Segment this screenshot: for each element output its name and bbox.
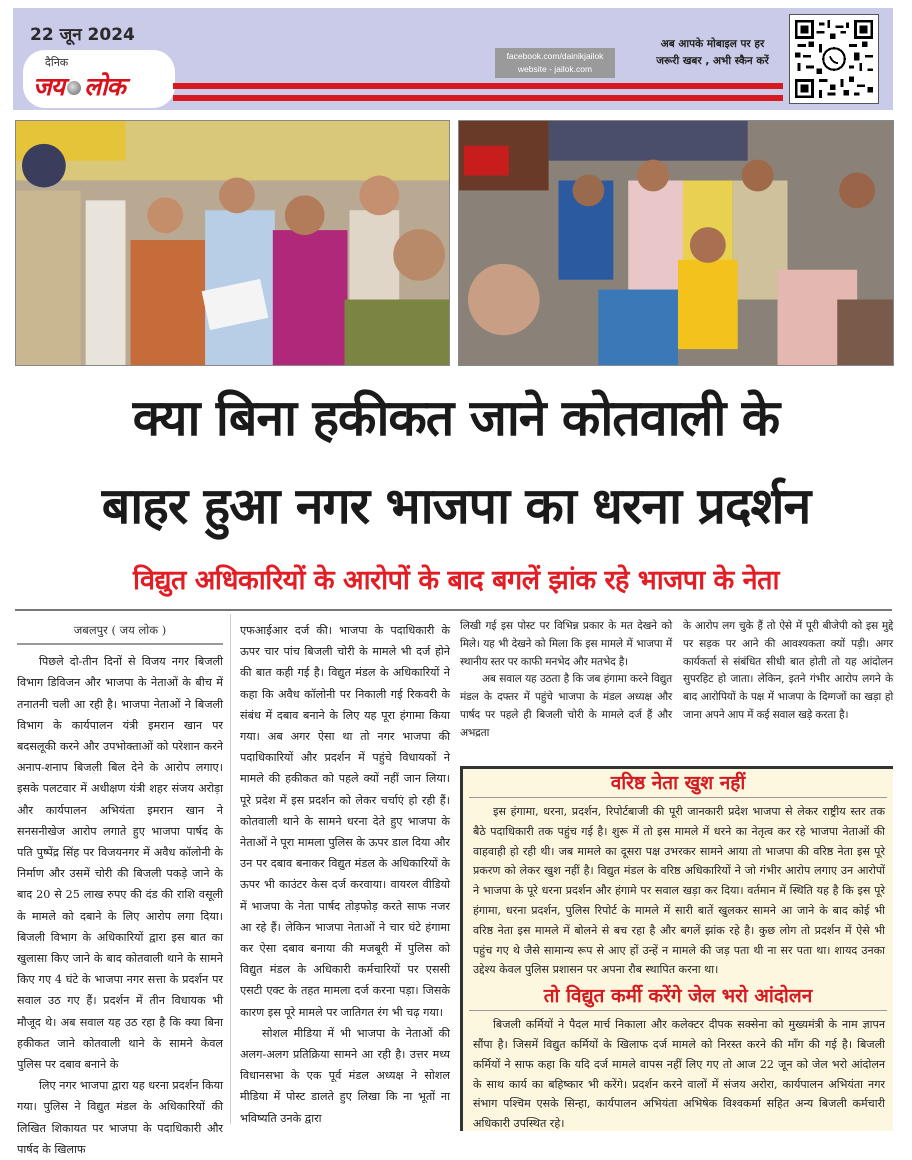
facebook-link[interactable]: facebook.com/dainikjailok (506, 51, 604, 61)
whatsapp-qr-code-icon[interactable] (789, 14, 879, 104)
logo-word-lok: लोक (84, 72, 125, 101)
subheadline: विद्युत अधिकारियों के आरोपों के बाद बगलें झांक रहे भाजपा के नेता (132, 565, 779, 596)
memorandum-handover-photo (15, 120, 450, 366)
box-heading-jail-bharo: तो विद्युत कर्मी करेंगे जेल भरो आंदोलन (469, 982, 887, 1011)
article-column-1 (17, 620, 223, 1160)
logo-tagline: दैनिक (45, 56, 69, 69)
article-paragraph: एफआईआर दर्ज की। भाजपा के पदाधिकारी के ऊपर चार पांच बिजली चोरी के मामले भी दर्ज होने की बात कही गई है। विद्युत मंडल के अधिकारियों ने कहा कि अवैध कॉलोनी पर निकाली गई रिकवरी के संबंध में दबाव बनाने के लिए यह पूरा हंगामा किया गया। अब अगर ऐसा था तो नगर भाजपा की पदाधिकारियों और प्रदर्शन में पहुंचे विधायकों ने मामले की हकीकत को पहले क्यों नहीं जान लिया। पूरे प्रदेश में इस प्रदर्शन को लेकर चर्चाएं हो रही हैं। कोतवाली थाने के सामने धरना देते हुए भाजपा के नेताओं ने पूरा मामला पुलिस के ऊपर डाल दिया और उन पर दबाव बनाकर विद्युत मंडल के अधिकारियों के ऊपर भी काउंटर केस दर्ज करवाया। वायरल वीडियो में भाजपा के नेता पार्षद तोड़फोड़ करते साफ नजर आ रहे हैं। लेकिन भाजपा नेताओं ने चार घंटे हंगामा कर ऐसा दबाव बनाया की मजबूरी में पुलिस को विद्युत मंडल के अधिकारी कर्मचारियों पर एससी एसटी एक्ट के तहत मामला दर्ज करना पड़ा। जिसके कारण इस पूरे मामले पर जातिगत रंग भी चढ़ गया। (240, 624, 450, 1019)
column-divider (230, 614, 231, 1124)
article-paragraph: सोशल मीडिया में भी भाजपा के नेताओं की अलग-अलग प्रतिक्रिया सामने आ रही है। उत्तर मध्य विधानसभा के एक पूर्व मंडल अध्यक्ष ने सोशल मीडिया में पोस्ट डालते हुए लिखा कि ना भूतों ना भविष्यति उनके द्वारा (240, 1026, 450, 1125)
issue-date: 22 जून 2024 (30, 25, 135, 45)
scan-prompt-line2: जरूरी खबर , अभी स्कैन करें (656, 55, 769, 67)
scan-prompt (630, 36, 795, 70)
article-paragraph: के आरोप लग चुके हैं तो ऐसे में पूरी बीजेपी को इस मुद्दे पर सड़क पर आने की आवश्यकता क्यों पड़ी। अगर कार्यकर्ता से संबंधित सीधी बात होती तो यह आंदोलन सुपरहिट हो जाता। लेकिन, इतने गंभीर आरोप लगने के बाद आरोपियों के पक्ष में भाजपा के दिग्गजों का खड़ा हो जाना अपने आप में कई सवाल खड़े करता है। (683, 620, 893, 721)
article-paragraph: लिखी गई इस पोस्ट पर विभिन्न प्रकार के मत देखने को मिले। यह भी देखने को मिला कि इस मामले में भाजपा में स्थानीय स्तर पर काफी मनभेद और मतभेद है। (460, 620, 672, 668)
masthead-red-stripe (173, 83, 783, 89)
social-links (495, 48, 615, 78)
article-paragraph: लिए नगर भाजपा द्वारा यह धरना प्रदर्शन किया गया। पुलिस ने विद्युत मंडल के अधिकारियों की लिखित शिकायत पर भाजपा के पदाधिकारी और पार्षद के खिलाफ (17, 1079, 223, 1156)
sidebar-box (460, 766, 893, 1131)
scan-prompt-line1: अब आपके मोबाइल पर हर (660, 38, 765, 50)
box-paragraph: बिजली कर्मियों ने पैदल मार्च निकाला और कलेक्टर दीपक सक्सेना को मुख्यमंत्री के नाम ज्ञापन सौंपा है। जिसमें विद्युत कर्मियों के खिलाफ दर्ज मामले को निरस्त करने की माँग की गई है। बिजली कर्मियों ने साफ कहा कि यदि दर्ज मामले वापस नहीं लिए गए तो आज 22 जून को जेल भरो आंदोलन के साथ कार्य का बहिष्कार भी करेंगे। प्रदर्शन करने वालों में संजय अरोरा, कार्यपालन अभियंता नगर संभाग पश्चिम एसके सिन्हा, कार्यपालन अभियंता अभिषेक विश्वकर्मा सहित अन्य बिजली कर्मचारी अधिकारी उपस्थित रहे। (473, 1018, 885, 1131)
masthead-red-stripe (173, 95, 783, 101)
box-heading-senior-leaders: वरिष्ठ नेता खुश नहीं (469, 769, 887, 798)
article-column-4 (683, 618, 893, 725)
newspaper-logo[interactable] (23, 50, 175, 108)
logo-wordmark (33, 69, 125, 103)
dateline: जबलपुर ( जय लोक ) (17, 620, 223, 645)
logo-emblem-icon (67, 81, 81, 95)
article-column-3 (460, 618, 672, 743)
divider (15, 609, 892, 611)
article-column-2 (240, 620, 450, 1129)
website-link[interactable]: website - jailok.com (517, 64, 593, 74)
article-paragraph: अब सवाल यह उठता है कि जब हंगामा करने विद्युत मंडल के दफ्तर में पहुंचे भाजपा के मंडल अध्यक्ष और पार्षद पर पहले ही बिजली चोरी के मामले दर्ज हैं और अभद्रता (460, 673, 672, 739)
headline-line-1: क्या बिना हकीकत जाने कोतवाली के (132, 389, 780, 447)
masthead (13, 8, 893, 110)
article-paragraph: पिछले दो-तीन दिनों से विजय नगर बिजली विभाग डिविजन और भाजपा के नेताओं के बीच में तनातनी चली आ रही है। भाजपा नेताओं ने बिजली विभाग के कार्यपालन यंत्री इमरान खान पर बदसलूकी करने और उपभोक्ताओं को परेशान करने अनाप-शनाप बिजली बिल देने के आरोप लगाए। इसके पलटवार में अधीक्षण यंत्री शहर संजय अरोड़ा और कार्यपालन अभियंता इमरान खान ने सनसनीखेज आरोप लगाते हुए भाजपा पार्षद के पति पुष्पेंद्र सिंह पर विजयनगर में अवैध कॉलोनी के निर्माण और उसमें चोरी की बिजली पकड़े जाने के बाद 20 से 25 लाख रुपए की दंड की राशि वसूली के मामले को दबाने के लिए आरोप लगा दिया। बिजली विभाग के अधिकारियों द्वारा इस बात का खुलासा किए जाने के बाद कोतवाली थाने के सामने किए गए 4 घंटे के भाजपा नगर सत्ता के प्रदर्शन पर सवाल उठ गए हैं। प्रदर्शन में तीन विधायक भी मौजूद थे। अब सवाल यह उठ रहा है कि क्या बिना हकीकत जाने कोतवाली थाने के सामने केवल पुलिस पर दबाव बनाने के (17, 655, 223, 1072)
protest-crowd-photo (458, 120, 894, 366)
headline-line-2: बाहर हुआ नगर भाजपा का धरना प्रदर्शन (101, 477, 811, 535)
box-paragraph: इस हंगामा, धरना, प्रदर्शन, रिपोर्टबाजी की पूरी जानकारी प्रदेश भाजपा से लेकर राष्ट्रीय स्तर तक बैठे पदाधिकारी तक पहुंच गई है। शुरू में तो इस मामले में धरने का नेतृत्व कर रहे भाजपा नेताओं की वाहवाही हो रही थी। जब मामले का दूसरा पक्ष उभरकर सामने आया तो भाजपा की वरिष्ठ नेता इस पूरे प्रकरण को लेकर खुश नहीं है। विद्युत मंडल के वरिष्ठ अधिकारियों ने जो गंभीर आरोप लगाए उन आरोपों ने भाजपा के पूरे धरना प्रदर्शन और हंगामे पर सवाल खड़ा कर दिया। वर्तमान में स्थिति यह है कि इस पूरे हंगामा, धरना प्रदर्शन, पुलिस रिपोर्ट के मामले में सारी बातें खुलकर सामने आ जाने के बाद कोई भी वरिष्ठ नेता इस मामले में बोलने से बच रहा है और बगलें झांक रहे है। कुछ लोग तो प्रदर्शन में ऐसे भी पहुंच गए थे जैसे सामान्य रूप से आए हों उन्हें न मामले की जड़ पता थी ना सर पता था। शायद उनका उद्देश्य केवल पुलिस प्रशासन पर अपना रौब स्थापित करना था। (473, 805, 885, 977)
logo-word-jay: जय (33, 72, 65, 101)
